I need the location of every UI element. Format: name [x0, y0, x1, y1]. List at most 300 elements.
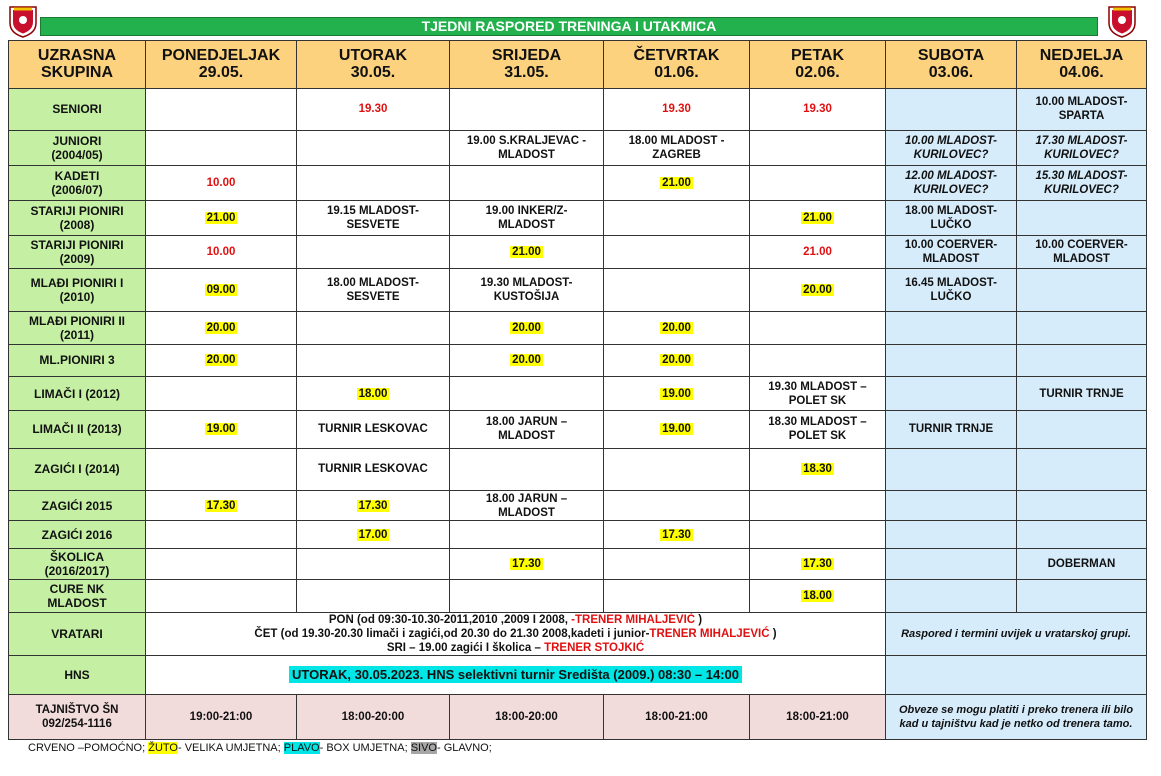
schedule-row [9, 312, 1147, 345]
schedule-cell [886, 579, 1017, 612]
schedule-cell [750, 410, 886, 448]
session-text: KURILOVEC? [913, 148, 989, 161]
schedule-cell [604, 549, 750, 580]
schedule-row [9, 377, 1147, 411]
age-group-cell [9, 200, 146, 235]
schedule-cell [146, 377, 297, 411]
session-text: POLET SK [788, 430, 847, 443]
session-text: KURILOVEC? [1044, 184, 1119, 197]
day-header [750, 41, 886, 89]
schedule-cell [750, 269, 886, 312]
schedule-cell [297, 88, 450, 130]
schedule-cell [750, 579, 886, 612]
age-group-cell [9, 549, 146, 580]
coach-name: TRENER MIHALJEVIĆ [649, 627, 770, 640]
schedule-cell [297, 344, 450, 377]
session-text: TURNIR TRNJE [1039, 387, 1124, 400]
session-text: 17.30 MLADOST- [1035, 134, 1128, 147]
hns-row [9, 656, 1147, 695]
goalkeeper-schedule [146, 612, 886, 656]
session-text: SESVETE [346, 218, 400, 231]
session-text: 17.30 [358, 499, 388, 512]
session-text: MLADOST [498, 218, 555, 231]
schedule-cell [750, 520, 886, 549]
schedule-cell [146, 235, 297, 269]
day-header [297, 41, 450, 89]
session-text: 19.00 S.KRALJEVAC - [466, 134, 587, 147]
age-group-cell [9, 344, 146, 377]
schedule-cell [1017, 549, 1147, 580]
session-text: SPARTA [1058, 110, 1105, 123]
age-group-label: (2011) [59, 327, 95, 342]
schedule-cell [886, 520, 1017, 549]
age-group-label: SENIORI [52, 102, 102, 117]
age-group-cell [9, 269, 146, 312]
session-text: 10.00 COERVER- [904, 238, 998, 251]
session-text: 12.00 MLADOST- [904, 170, 998, 183]
schedule-row [9, 520, 1147, 549]
coach-name: -TRENER MIHALJEVIĆ [571, 613, 696, 626]
payment-note-text: Obveze se mogu platiti i preko trenera ili bilo kad u tajništvu kad je netko od trenera tamo. [898, 704, 1134, 731]
schedule-cell [450, 448, 604, 491]
session-text: 09.00 [206, 284, 236, 297]
office-hours-cell [297, 695, 450, 740]
legend-yellow-desc: - VELIKA UMJETNA [177, 742, 278, 754]
age-group-cell [9, 130, 146, 166]
schedule-cell [1017, 520, 1147, 549]
session-text: 17.30 [803, 558, 832, 571]
session-text: 18.00 [803, 589, 832, 602]
session-text: 17.30 [512, 558, 541, 571]
schedule-cell [297, 579, 450, 612]
schedule-row [9, 269, 1147, 312]
schedule-cell [1017, 579, 1147, 612]
schedule-cell [146, 166, 297, 201]
schedule-cell [146, 579, 297, 612]
schedule-row [9, 491, 1147, 521]
schedule-cell [1017, 130, 1147, 166]
session-text: 10.00 [206, 245, 236, 258]
session-text: 20.00 [512, 354, 541, 367]
schedule-cell [750, 491, 886, 521]
session-text: TURNIR LESKOVAC [318, 463, 428, 476]
schedule-cell [1017, 377, 1147, 411]
age-group-label: MLAĐI PIONIRI II [29, 313, 125, 328]
age-group-label: ZAGIĆI I (2014) [34, 462, 120, 477]
office-hours-cell [450, 695, 604, 740]
session-text: 20.00 [803, 284, 832, 297]
age-group-label: VRATARI [51, 626, 103, 641]
age-group-cell [9, 448, 146, 491]
schedule-row [9, 448, 1147, 491]
schedule-cell [886, 656, 1147, 695]
age-group-cell [9, 88, 146, 130]
schedule-cell [1017, 88, 1147, 130]
schedule-cell [1017, 344, 1147, 377]
session-text: 18.00 MLADOST - [628, 134, 725, 147]
schedule-cell [450, 579, 604, 612]
legend-end: ; [488, 742, 492, 754]
schedule-cell [1017, 448, 1147, 491]
schedule-cell [886, 491, 1017, 521]
age-group-label: JUNIORI [52, 133, 102, 148]
schedule-cell [750, 549, 886, 580]
schedule-cell [886, 344, 1017, 377]
day-name: SRIJEDA [491, 47, 562, 65]
session-text: 17.00 [358, 528, 388, 541]
schedule-row [9, 235, 1147, 269]
day-name: NEDJELJA [1039, 47, 1124, 65]
age-group-cell [9, 579, 146, 612]
schedule-cell [450, 130, 604, 166]
session-text: 19.30 [803, 103, 832, 116]
schedule-cell [450, 344, 604, 377]
session-text: 19.00 INKER/Z- [485, 204, 568, 217]
schedule-cell [450, 549, 604, 580]
office-label: 092/254-1116 [42, 718, 112, 731]
session-text: 21.00 [662, 177, 691, 190]
session-text: 19.30 MLADOST – [768, 380, 867, 393]
goalkeeper-note-text: Raspored i termini uvijek u vratarskoj grupi. [901, 627, 1131, 640]
day-header [886, 41, 1017, 89]
schedule-cell [1017, 410, 1147, 448]
session-text: 20.00 [206, 354, 236, 367]
schedule-cell [297, 491, 450, 521]
schedule-row [9, 166, 1147, 201]
schedule-cell [146, 200, 297, 235]
color-legend: CRVENO –POMOĆNO; ŽUTO- VELIKA UMJETNA; PLAVO- BOX UMJETNA; SIVO- GLAVNO; [28, 742, 492, 754]
goalkeeper-line: PON (od 09:30-10.30-2011,2010 ,2009 I 2008, [328, 613, 572, 626]
office-hours: 18:00-20:00 [341, 711, 405, 724]
day-header [450, 41, 604, 89]
legend-grey-word: SIVO [410, 742, 437, 754]
schedule-cell [146, 130, 297, 166]
office-hours-cell [146, 695, 297, 740]
day-name: SUBOTA [917, 47, 985, 65]
age-group-cell [9, 235, 146, 269]
day-date: 29.05. [198, 64, 244, 82]
schedule-cell [604, 491, 750, 521]
office-hours: 19:00-21:00 [189, 711, 253, 724]
schedule-cell [450, 200, 604, 235]
session-text: 19.30 [358, 103, 388, 116]
age-group-label: (2006/07) [51, 183, 103, 198]
schedule-cell [146, 410, 297, 448]
schedule-cell [297, 166, 450, 201]
schedule-cell [450, 166, 604, 201]
session-text: ZAGREB [652, 148, 701, 161]
schedule-cell [450, 520, 604, 549]
payment-note [886, 695, 1147, 740]
session-text: 21.00 [803, 245, 832, 258]
schedule-cell [297, 200, 450, 235]
session-text: 19.00 [662, 387, 691, 400]
age-group-label: MLAĐI PIONIRI I [30, 276, 124, 291]
schedule-cell [886, 88, 1017, 130]
day-name: UTORAK [338, 47, 408, 65]
session-text: 19.30 MLADOST- [480, 277, 573, 290]
session-text: 18.30 [803, 463, 832, 476]
session-text: SESVETE [346, 291, 400, 304]
schedule-row [9, 410, 1147, 448]
schedule-cell [450, 312, 604, 345]
day-date: 31.05. [504, 64, 549, 82]
session-text: 15.30 MLADOST- [1035, 170, 1128, 183]
age-group-label: CURE NK [49, 581, 105, 596]
session-text: 20.00 [206, 321, 236, 334]
schedule-row [9, 200, 1147, 235]
session-text: MLADOST [922, 252, 980, 265]
club-crest-icon [6, 4, 40, 38]
legend-grey-desc: - GLAVNO [436, 742, 489, 754]
age-group-label: (2008) [59, 217, 95, 232]
session-text: 20.00 [512, 321, 541, 334]
schedule-cell [750, 377, 886, 411]
office-hours: 18:00-20:00 [495, 711, 558, 724]
schedule-cell [1017, 491, 1147, 521]
session-text: 21.00 [512, 245, 541, 258]
goalkeeper-line: ČET (od 19.30-20.30 limači i zagići,od 20.30 do 21.30 2008,kadeti i junior- [254, 627, 650, 640]
age-group-label: STARIJI PIONIRI [30, 237, 124, 252]
session-text: MLADOST [498, 148, 555, 161]
day-name: PETAK [790, 47, 845, 65]
age-group-label: STARIJI PIONIRI [30, 203, 124, 218]
schedule-cell [297, 520, 450, 549]
age-group-label: ZAGIĆI 2016 [41, 527, 113, 542]
schedule-cell [750, 88, 886, 130]
schedule-row [9, 344, 1147, 377]
age-group-label: LIMAČI II (2013) [32, 422, 122, 437]
session-text: POLET SK [788, 394, 847, 407]
session-text: MLADOST [1053, 252, 1110, 265]
schedule-cell [604, 269, 750, 312]
group-header-label: SKUPINA [40, 64, 113, 82]
session-text: 16.45 MLADOST- [904, 277, 998, 290]
session-text: 10.00 MLADOST- [904, 134, 998, 147]
legend-red: CRVENO –POMOĆNO; [28, 742, 149, 754]
schedule-cell [146, 88, 297, 130]
session-text: TURNIR TRNJE [908, 423, 994, 436]
legend-yellow-word: ŽUTO [148, 742, 178, 754]
age-group-label: KADETI [54, 169, 100, 184]
schedule-cell [604, 579, 750, 612]
schedule-cell [604, 448, 750, 491]
schedule-cell [604, 88, 750, 130]
schedule-cell [1017, 269, 1147, 312]
session-text: 19.15 MLADOST- [326, 204, 420, 217]
age-group-cell [9, 410, 146, 448]
age-group-cell [9, 656, 146, 695]
age-group-label: LIMAČI I (2012) [33, 386, 120, 401]
session-text: LUČKO [930, 291, 972, 304]
group-header-label: UZRASNA [37, 47, 117, 65]
schedule-cell [604, 200, 750, 235]
age-group-label: (2004/05) [51, 147, 103, 162]
age-group-label: (2010) [59, 290, 95, 305]
session-text: 17.30 [206, 499, 236, 512]
schedule-cell [750, 200, 886, 235]
schedule-cell [297, 130, 450, 166]
goalkeepers-row [9, 612, 1147, 656]
schedule-cell [886, 448, 1017, 491]
session-text: 19.00 [206, 423, 236, 436]
schedule-cell [604, 130, 750, 166]
day-date: 03.06. [928, 64, 974, 82]
schedule-cell [886, 269, 1017, 312]
session-text: 21.00 [803, 211, 832, 224]
schedule-table [8, 40, 1147, 740]
age-group-cell [9, 520, 146, 549]
schedule-cell [604, 235, 750, 269]
goalkeeper-line-end: ) [769, 627, 777, 640]
schedule-cell [604, 344, 750, 377]
schedule-cell [297, 410, 450, 448]
day-name: ČETVRTAK [633, 47, 720, 65]
session-text: MLADOST [498, 430, 555, 443]
schedule-cell [297, 448, 450, 491]
session-text: 18.00 [358, 387, 388, 400]
schedule-cell [886, 235, 1017, 269]
session-text: 18.30 MLADOST – [768, 416, 867, 429]
schedule-cell [886, 377, 1017, 411]
schedule-cell [750, 130, 886, 166]
age-group-cell [9, 491, 146, 521]
session-text: 18.00 MLADOST- [904, 204, 998, 217]
session-text: 18.00 JARUN – [485, 492, 568, 505]
schedule-cell [450, 410, 604, 448]
session-text: 10.00 [206, 177, 236, 190]
schedule-cell [146, 549, 297, 580]
age-group-label: ŠKOLICA [50, 550, 104, 565]
office-hours: 18:00-21:00 [786, 711, 849, 724]
schedule-cell [886, 130, 1017, 166]
session-text: 10.00 MLADOST- [1035, 96, 1128, 109]
schedule-cell [450, 235, 604, 269]
schedule-cell [450, 377, 604, 411]
schedule-cell [146, 520, 297, 549]
age-group-label: ML.PIONIRI 3 [39, 353, 115, 368]
day-name: PONEDJELJAK [161, 47, 281, 65]
age-group-cell [9, 312, 146, 345]
schedule-cell [297, 269, 450, 312]
schedule-cell [604, 520, 750, 549]
session-text: 18.00 JARUN – [485, 416, 568, 429]
session-text: 17.30 [662, 528, 691, 541]
hns-event-cell [146, 656, 886, 695]
schedule-cell [750, 235, 886, 269]
office-hours-cell [604, 695, 750, 740]
office-hours-cell [750, 695, 886, 740]
schedule-cell [1017, 235, 1147, 269]
session-text: DOBERMAN [1047, 558, 1116, 571]
schedule-cell [886, 549, 1017, 580]
schedule-row [9, 549, 1147, 580]
day-header [604, 41, 750, 89]
schedule-cell [886, 410, 1017, 448]
schedule-cell [450, 88, 604, 130]
group-header [9, 41, 146, 89]
age-group-label: MLADOST [47, 595, 107, 610]
session-text: KURILOVEC? [913, 184, 989, 197]
session-text: 19.00 [662, 423, 691, 436]
header-row [9, 41, 1147, 89]
session-text: LUČKO [930, 218, 972, 231]
schedule-cell [297, 549, 450, 580]
session-text: 20.00 [662, 354, 691, 367]
hns-event-text: UTORAK, 30.05.2023. HNS selektivni turnir Središta (2009.) 08:30 – 14:00 [289, 666, 742, 683]
age-group-cell [9, 377, 146, 411]
session-text: KURILOVEC? [1044, 148, 1119, 161]
schedule-cell [146, 344, 297, 377]
schedule-cell [604, 377, 750, 411]
age-group-label: (2009) [59, 251, 95, 266]
day-date: 04.06. [1059, 64, 1104, 82]
session-text: 19.30 [662, 103, 691, 116]
schedule-cell [146, 269, 297, 312]
session-text: 10.00 COERVER- [1035, 238, 1128, 251]
schedule-cell [297, 235, 450, 269]
day-date: 02.06. [795, 64, 840, 82]
schedule-cell [1017, 200, 1147, 235]
schedule-cell [750, 344, 886, 377]
session-text: MLADOST [498, 506, 555, 519]
goalkeeper-note [886, 612, 1147, 656]
office-row [9, 695, 1147, 740]
schedule-row [9, 88, 1147, 130]
schedule-cell [146, 448, 297, 491]
schedule-cell [1017, 312, 1147, 345]
schedule-row [9, 130, 1147, 166]
coach-name: TRENER STOJKIĆ [544, 641, 645, 654]
schedule-cell [750, 312, 886, 345]
age-group-label: (2016/2017) [44, 564, 110, 579]
goalkeeper-line-end: ) [695, 613, 703, 626]
office-label: TAJNIŠTVO ŠN [35, 704, 119, 717]
age-group-label: HNS [64, 668, 90, 683]
schedule-cell [886, 166, 1017, 201]
age-group-cell [9, 612, 146, 656]
legend-blue-word: PLAVO [283, 742, 320, 754]
office-label-cell [9, 695, 146, 740]
schedule-cell [297, 312, 450, 345]
schedule-cell [297, 377, 450, 411]
schedule-cell [450, 269, 604, 312]
day-header [1017, 41, 1147, 89]
schedule-title: TJEDNI RASPORED TRENINGA I UTAKMICA [40, 17, 1098, 36]
age-group-label: ZAGIĆI 2015 [41, 498, 113, 513]
schedule-cell [604, 166, 750, 201]
schedule-cell [750, 166, 886, 201]
schedule-cell [1017, 166, 1147, 201]
day-date: 30.05. [350, 64, 396, 82]
schedule-cell [146, 491, 297, 521]
age-group-cell [9, 166, 146, 201]
session-text: TURNIR LESKOVAC [318, 423, 428, 436]
day-header [146, 41, 297, 89]
session-text: KUSTOŠIJA [493, 291, 560, 304]
schedule-cell [886, 200, 1017, 235]
legend-blue-desc: - BOX UMJETNA [319, 742, 405, 754]
schedule-cell [750, 448, 886, 491]
goalkeeper-line: SRI – 19.00 zagići I školica – [386, 641, 545, 654]
schedule-cell [604, 410, 750, 448]
office-hours: 18:00-21:00 [645, 711, 708, 724]
schedule-cell [450, 491, 604, 521]
club-crest-icon [1105, 4, 1139, 38]
schedule-cell [146, 312, 297, 345]
schedule-row [9, 579, 1147, 612]
session-text: 20.00 [662, 321, 691, 334]
